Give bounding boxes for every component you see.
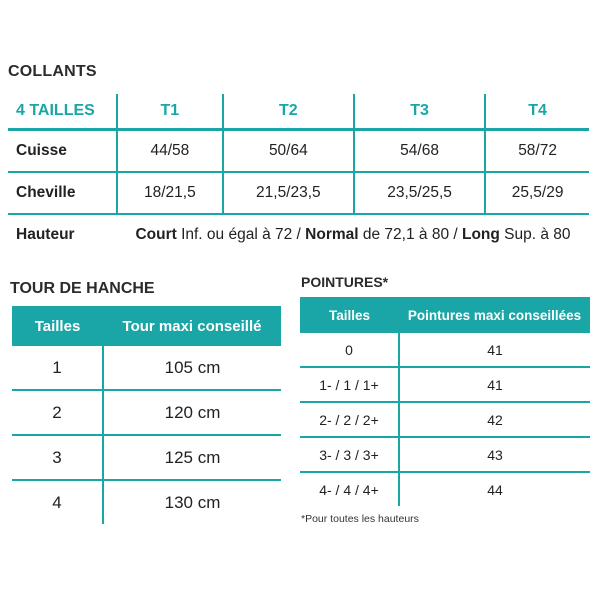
cell: 25,5/29 [485,172,589,214]
hauteur-cell [117,214,589,255]
table-row [300,333,590,367]
pointures-header-row [300,297,590,333]
footnote: *Pour toutes les hauteurs [301,513,419,525]
collants-header-row [8,94,589,130]
cell: 0 [300,333,399,367]
long-label: Long [462,226,500,243]
cell: 1- / 1 / 1+ [300,367,399,402]
header-tailles: Tailles [300,297,399,333]
header-t1: T1 [117,94,223,130]
normal-label: Normal [305,226,359,243]
pointures-table [300,297,590,506]
normal-text: de 72,1 à 80 / [358,226,462,243]
table-row [300,437,590,472]
cell: 21,5/23,5 [223,172,354,214]
header-t4: T4 [485,94,589,130]
table-row [300,472,590,506]
cell: 2- / 2 / 2+ [300,402,399,437]
table-row [12,435,281,480]
court-label: Court [135,226,177,243]
table-row [300,367,590,402]
cell: 3 [12,435,103,480]
cell: 130 cm [164,492,221,512]
cell: 1 [12,346,103,390]
collants-row-hauteur [8,214,589,255]
tour-de-hanche-table [12,306,281,524]
header-t2: T2 [223,94,354,130]
cell: 4- / 4 / 4+ [300,472,399,506]
cell: 44/58 [117,130,223,173]
cell: 44 [487,481,503,498]
hanche-header-row [12,306,281,346]
collants-table [8,94,589,255]
cell: 120 cm [103,390,281,435]
header-4-tailles: 4 TAILLES [8,94,117,130]
header-t3: T3 [354,94,485,130]
pointures-title: POINTURES* [301,274,389,290]
collants-title: COLLANTS [8,63,97,80]
cell: 41 [399,367,590,402]
row-label: Cuisse [8,130,117,173]
collants-row-cheville [8,172,589,214]
row-label: Hauteur [16,226,75,243]
cell: 2 [12,390,103,435]
long-text: Sup. à 80 [499,226,571,243]
table-row [300,402,590,437]
cell: 105 cm [103,346,281,390]
collants-row-cuisse [8,130,589,173]
cell: 3- / 3 / 3+ [300,437,399,472]
cell: 4 [12,480,103,524]
table-row [12,390,281,435]
table-row [12,346,281,390]
table-row [12,480,281,524]
header-tour-maxi: Tour maxi conseillé [103,306,281,346]
cell: 125 cm [103,435,281,480]
court-text: Inf. ou égal à 72 / [176,226,306,243]
cell: 42 [399,402,590,437]
cell: 18/21,5 [117,172,223,214]
tour-de-hanche-title: TOUR DE HANCHE [10,280,155,297]
row-label: Cheville [8,172,117,214]
cell: 43 [399,437,590,472]
cell: 54/68 [354,130,485,173]
cell: 23,5/25,5 [354,172,485,214]
header-pointures-maxi: Pointures maxi conseillées [399,297,590,333]
cell: 58/72 [485,130,589,173]
header-tailles: Tailles [12,306,103,346]
cell: 50/64 [223,130,354,173]
cell: 41 [399,333,590,367]
